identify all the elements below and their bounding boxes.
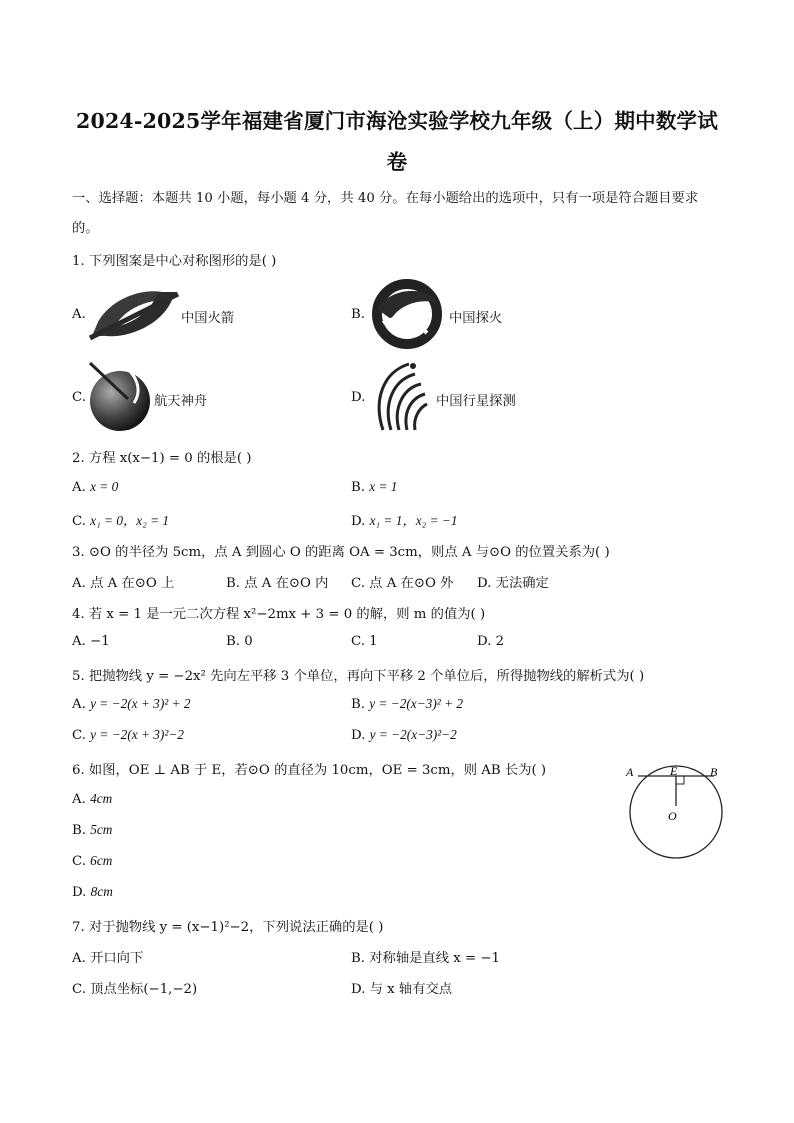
option-text: 8cm bbox=[90, 884, 113, 899]
question-2-stem: 2. 方程 x(x−1) = 0 的根是( ) bbox=[72, 451, 252, 466]
option-text: −1 bbox=[90, 634, 110, 649]
q1-option-d-text: 中国行星探测 bbox=[436, 394, 516, 409]
option-text: 无法确定 bbox=[495, 576, 549, 591]
option-text: y = −2(x + 3)²−2 bbox=[90, 727, 184, 742]
q4-option-c bbox=[351, 634, 378, 649]
option-text: 2 bbox=[495, 634, 505, 649]
q5-option-b bbox=[351, 696, 463, 712]
option-letter: A. bbox=[72, 792, 86, 807]
option-letter: C. bbox=[351, 576, 365, 591]
q6-option-a bbox=[72, 791, 112, 807]
q7-option-b bbox=[351, 947, 500, 966]
q6-option-c bbox=[72, 853, 112, 869]
page-title: 2024-2025学年福建省厦门市海沧实验学校九年级（上）期中数学试 bbox=[76, 109, 718, 133]
option-letter: A. bbox=[72, 697, 86, 712]
q4-option-d bbox=[477, 634, 504, 649]
planet-logo-icon bbox=[369, 360, 431, 434]
q6-option-d bbox=[72, 884, 113, 900]
q1-option-a-text: 中国火箭 bbox=[181, 311, 235, 326]
option-text: 点 A 在⊙O 内 bbox=[244, 576, 329, 591]
option-text: 4cm bbox=[90, 791, 113, 806]
option-text: 点 A 在⊙O 外 bbox=[369, 576, 454, 591]
q5-option-a bbox=[72, 696, 191, 712]
option-text: 5cm bbox=[90, 822, 113, 837]
option-letter: B. bbox=[226, 634, 240, 649]
q7-option-d bbox=[351, 978, 452, 997]
option-text: 与 x 轴有交点 bbox=[369, 982, 453, 997]
option-text: 1 bbox=[369, 634, 378, 649]
option-letter: C. bbox=[351, 634, 365, 649]
q1-option-b-letter: B. bbox=[351, 307, 365, 322]
q2-option-c bbox=[72, 510, 169, 529]
option-letter: D. bbox=[477, 634, 492, 649]
option-letter: A. bbox=[72, 951, 86, 966]
option-text: x = 0 bbox=[90, 479, 119, 494]
q2-option-a bbox=[72, 479, 118, 495]
option-letter: C. bbox=[72, 982, 86, 997]
option-letter: C. bbox=[72, 514, 86, 529]
option-text: y = −2(x−3)² + 2 bbox=[369, 696, 464, 711]
q6-circle-figure bbox=[620, 762, 760, 862]
label-o: O bbox=[668, 809, 677, 823]
q1-option-a-letter: A. bbox=[72, 307, 86, 322]
option-letter: B. bbox=[72, 823, 86, 838]
label-a: A bbox=[626, 765, 634, 779]
option-letter: A. bbox=[72, 480, 86, 495]
question-1-stem: 1. 下列图案是中心对称图形的是( ) bbox=[72, 254, 277, 269]
question-6-stem: 6. 如图，OE ⊥ AB 于 E，若⊙O 的直径为 10cm，OE = 3cm，则 AB 长为( ) bbox=[72, 763, 547, 778]
option-letter: D. bbox=[477, 576, 492, 591]
option-letter: D. bbox=[72, 885, 87, 900]
option-letter: C. bbox=[72, 728, 86, 743]
q7-option-c bbox=[72, 978, 197, 997]
option-letter: A. bbox=[72, 634, 86, 649]
option-letter: C. bbox=[72, 854, 86, 869]
option-letter: B. bbox=[226, 576, 240, 591]
question-4-stem: 4. 若 x = 1 是一元二次方程 x²−2mx + 3 = 0 的解，则 m 的值为( ) bbox=[72, 607, 486, 622]
option-text: y = −2(x + 3)² + 2 bbox=[90, 696, 191, 711]
label-e: E bbox=[670, 764, 678, 778]
option-text: 顶点坐标(−1,−2) bbox=[90, 982, 198, 997]
option-text: y = −2(x−3)²−2 bbox=[369, 727, 457, 742]
option-letter: D. bbox=[351, 514, 366, 529]
q6-option-b bbox=[72, 822, 112, 838]
q2-option-d bbox=[351, 510, 458, 529]
option-letter: D. bbox=[351, 982, 366, 997]
shenzhou-logo-icon bbox=[88, 361, 156, 433]
option-text: 0 bbox=[244, 634, 253, 649]
rocket-logo-icon bbox=[88, 286, 180, 342]
q3-option-d bbox=[477, 572, 549, 591]
option-text: x₁ = 1，x₂ = −1 bbox=[369, 513, 458, 528]
q3-option-b bbox=[226, 572, 328, 591]
q5-option-c bbox=[72, 727, 184, 743]
mars-logo-icon bbox=[369, 279, 445, 345]
q1-option-d-letter: D. bbox=[351, 390, 366, 405]
option-text: 6cm bbox=[90, 853, 113, 868]
option-text: x₁ = 0，x₂ = 1 bbox=[90, 513, 170, 528]
option-letter: D. bbox=[351, 728, 366, 743]
option-letter: A. bbox=[72, 576, 86, 591]
q3-option-c bbox=[351, 572, 453, 591]
q3-option-a bbox=[72, 572, 174, 591]
option-text: 对称轴是直线 x = −1 bbox=[369, 951, 500, 966]
q5-option-d bbox=[351, 727, 457, 743]
q1-option-b-text: 中国探火 bbox=[449, 311, 503, 326]
option-letter: B. bbox=[351, 697, 365, 712]
q1-option-c-text: 航天神舟 bbox=[154, 394, 208, 409]
page-title-continuation: 卷 bbox=[386, 150, 408, 174]
q1-option-c-letter: C. bbox=[72, 390, 86, 405]
question-7-stem: 7. 对于抛物线 y = (x−1)²−2，下列说法正确的是( ) bbox=[72, 920, 384, 935]
q2-option-b bbox=[351, 479, 397, 495]
question-3-stem: 3. ⊙O 的半径为 5cm，点 A 到圆心 O 的距离 OA = 3cm，则点 A 与⊙O 的位置关系为( ) bbox=[72, 545, 610, 560]
option-text: 点 A 在⊙O 上 bbox=[90, 576, 175, 591]
label-b: B bbox=[710, 765, 718, 779]
option-text: x = 1 bbox=[369, 479, 398, 494]
option-text: 开口向下 bbox=[90, 951, 144, 966]
q4-option-a bbox=[72, 634, 110, 649]
option-letter: B. bbox=[351, 480, 365, 495]
option-letter: B. bbox=[351, 951, 365, 966]
section-instructions-continuation: 的。 bbox=[72, 221, 99, 236]
q4-option-b bbox=[226, 634, 253, 649]
question-5-stem: 5. 把抛物线 y = −2x² 先向左平移 3 个单位，再向下平移 2 个单位后，所得抛物线的解析式为( ) bbox=[72, 669, 645, 684]
section-instructions: 一、选择题：本题共 10 小题，每小题 4 分，共 40 分。在每小题给出的选项中，只有一项是符合题目要求 bbox=[72, 191, 699, 206]
q7-option-a bbox=[72, 947, 143, 966]
